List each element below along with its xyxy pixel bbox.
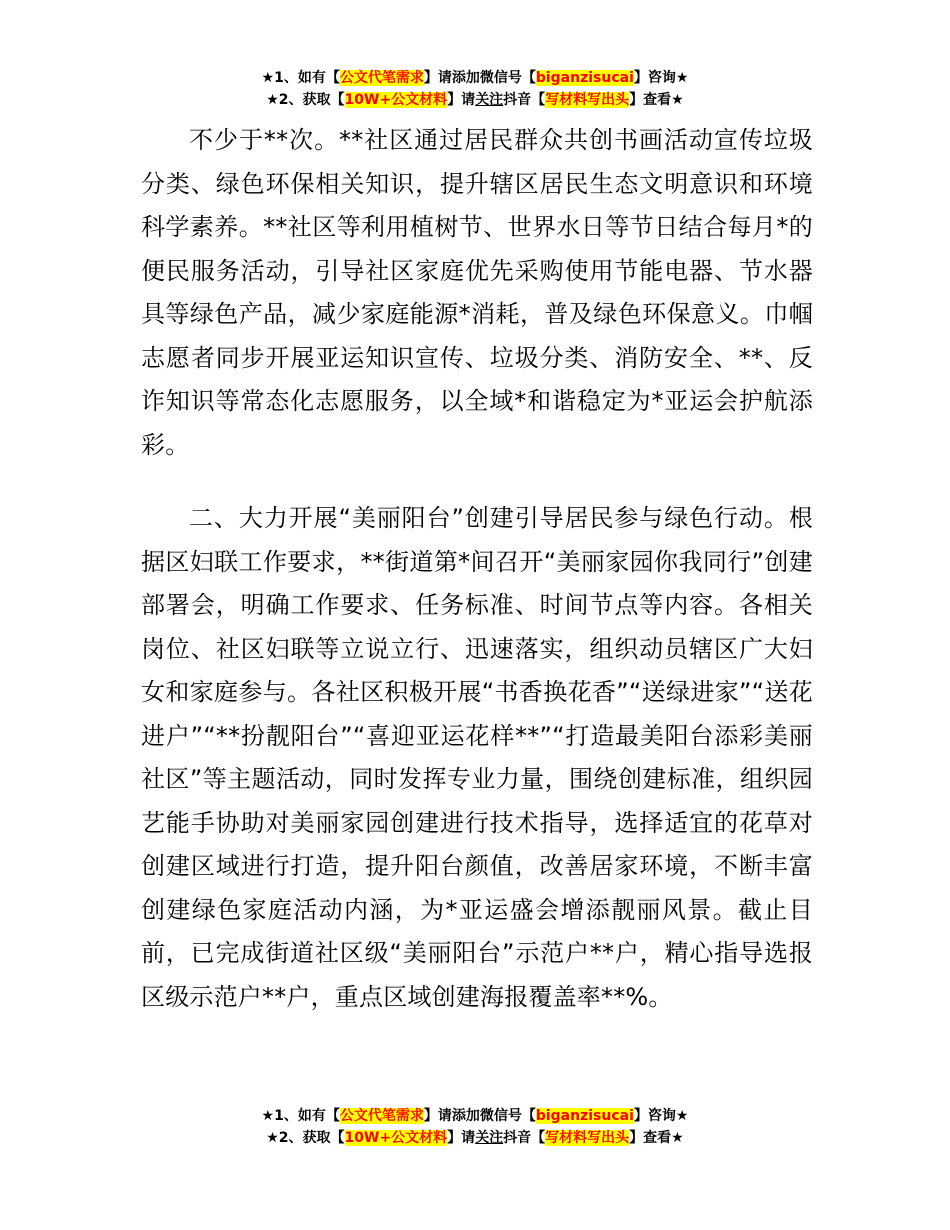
header-banner-line-2 bbox=[0, 89, 950, 111]
banner-highlight: 公文代笔需求 bbox=[339, 1108, 424, 1124]
footer-banner-line-1 bbox=[0, 1105, 950, 1127]
footer-banner bbox=[0, 1105, 950, 1149]
banner-text: 抖音【 bbox=[503, 1130, 546, 1146]
banner-text: 】请添加微信号【 bbox=[423, 1108, 536, 1124]
paragraph-spacer bbox=[141, 467, 813, 497]
banner-text: 】咨询★ bbox=[633, 1108, 689, 1124]
paragraph-1: 不少于**次。**社区通过居民群众共创书画活动宣传垃圾分类、绿色环保相关知识，提升辖区居民生态文明意识和环境科学素养。**社区等利用植树节、世界水日等节日结合每月*的便民服务活动，引导社区家庭优先采购使用节能电器、节水器具等绿色产品，减少家庭能源*消耗，普及绿色环保意义。巾帼志愿者同步开展亚运知识宣传、垃圾分类、消防安全、**、反诈知识等常态化志愿服务，以全域*和谐稳定为*亚运会护航添彩。 bbox=[141, 126, 813, 459]
banner-highlight: 写材料写出头 bbox=[545, 1130, 630, 1146]
paragraph-2: 二、大力开展“美丽阳台”创建引导居民参与绿色行动。根据区妇联工作要求，**街道第*间召开“美丽家园你我同行”创建部署会，明确工作要求、任务标准、时间节点等内容。各相关岗位、社区妇联等立说立行、迅速落实，组织动员辖区广大妇女和家庭参与。各社区积极开展“书香换花香”“送绿进家”“送花进户”“**扮靓阳台”“喜迎亚运花样**”“打造最美阳台添彩美丽社区”等主题活动，同时发挥专业力量，围绕创建标准，组织园艺能手协助对美丽家园创建进行技术指导，选择适宜的花草对创建区域进行打造，提升阳台颜值，改善居家环境，不断丰富创建绿色家庭活动内涵，为*亚运盛会增添靓丽风景。截止目前，已完成街道社区级“美丽阳台”示范户**户，精心指导选报区级示范户**户，重点区域创建海报覆盖率**%。 bbox=[141, 504, 813, 1011]
banner-highlight: 写材料写出头 bbox=[545, 92, 630, 108]
banner-text: ★2、获取【 bbox=[266, 92, 345, 108]
banner-text: 】查看★ bbox=[629, 92, 684, 108]
banner-text: 抖音【 bbox=[503, 92, 546, 108]
banner-underlined: 关注 bbox=[475, 92, 504, 108]
footer-banner-line-2 bbox=[0, 1127, 950, 1149]
header-banner bbox=[0, 67, 950, 111]
banner-text: 】咨询★ bbox=[633, 70, 689, 86]
banner-highlight: biganzisucai bbox=[535, 70, 634, 86]
banner-highlight: biganzisucai bbox=[535, 1108, 634, 1124]
banner-text: ★1、如有【 bbox=[261, 1108, 340, 1124]
banner-text: 】查看★ bbox=[629, 1130, 684, 1146]
banner-highlight: 公文代笔需求 bbox=[339, 70, 424, 86]
banner-text: 】请 bbox=[447, 92, 476, 108]
banner-underlined: 关注 bbox=[475, 1130, 504, 1146]
banner-text: 】请 bbox=[447, 1130, 476, 1146]
document-body bbox=[141, 119, 813, 1019]
banner-highlight: 10W+公文材料 bbox=[344, 1130, 448, 1146]
banner-text: 】请添加微信号【 bbox=[423, 70, 536, 86]
header-banner-line-1 bbox=[0, 67, 950, 89]
banner-highlight: 10W+公文材料 bbox=[344, 92, 448, 108]
banner-text: ★1、如有【 bbox=[261, 70, 340, 86]
banner-text: ★2、获取【 bbox=[266, 1130, 345, 1146]
